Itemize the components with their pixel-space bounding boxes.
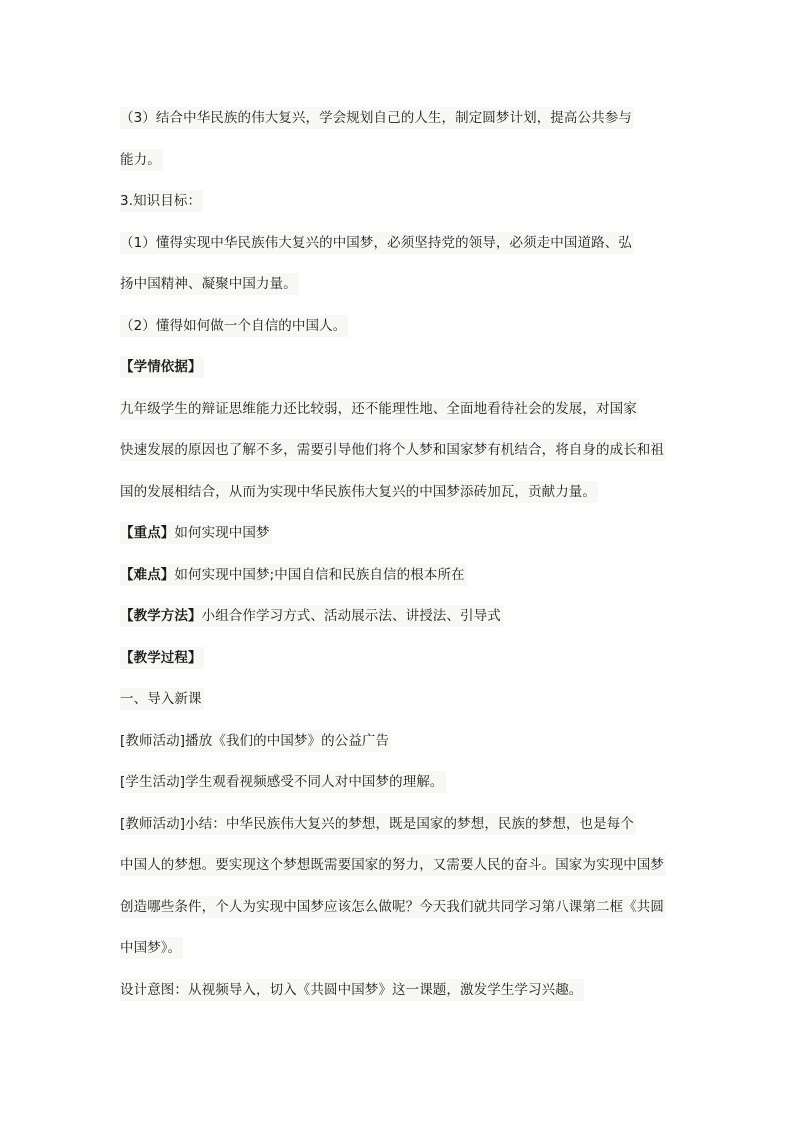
line-text: 3.知识目标： (120, 193, 202, 209)
line-text: 快速发展的原因也了解不多，需要引导他们将个人梦和国家梦有机结合，将自身的成长和祖 (120, 442, 664, 458)
section-heading (120, 564, 467, 586)
paragraph-line (120, 730, 391, 752)
paragraph-line (120, 398, 639, 420)
paragraph-line (120, 232, 634, 254)
line-label: 【难点】 (120, 567, 175, 583)
line-text: 小组合作学习方式、活动展示法、讲授法、引导式 (201, 608, 501, 624)
paragraph-line (120, 315, 348, 337)
line-text: [学生活动]学生观看视频感受不同人对中国梦的理解。 (120, 774, 444, 790)
section-heading (120, 356, 204, 378)
paragraph-line (120, 813, 636, 835)
paragraph-line (120, 854, 666, 876)
line-text: （1）懂得实现中华民族伟大复兴的中国梦，必须坚持党的领导，必须走中国道路、弘 (120, 235, 632, 251)
line-text: 如何实现中国梦;中国自信和民族自信的根本所在 (174, 567, 465, 583)
line-text: 设计意图：从视频导入，切入《共圆中国梦》这一课题，激发学生学习兴趣。 (120, 982, 583, 998)
paragraph-line (120, 107, 634, 129)
line-label: 【教学方法】 (120, 608, 202, 624)
paragraph-line (120, 149, 163, 171)
line-label: 【学情依据】 (120, 359, 202, 375)
paragraph-line (120, 979, 584, 1001)
line-label: 【教学过程】 (120, 650, 202, 666)
line-text: [教师活动]小结：中华民族伟大复兴的梦想，既是国家的梦想，民族的梦想，也是每个 (120, 816, 634, 832)
line-text: （3）结合中华民族的伟大复兴，学会规划自己的人生，制定圆梦计划，提高公共参与 (120, 110, 632, 126)
line-text: 如何实现中国梦 (174, 525, 270, 541)
line-text: 国的发展相结合，从而为实现中华民族伟大复兴的中国梦添砖加瓦，贡献力量。 (120, 484, 596, 500)
line-text: 一、导入新课 (120, 691, 202, 707)
paragraph-line (120, 771, 446, 793)
section-heading (120, 647, 204, 669)
line-text: 中国人的梦想。要实现这个梦想既需要国家的努力，又需要人民的奋斗。国家为实现中国梦 (120, 857, 664, 873)
line-text: （2）懂得如何做一个自信的中国人。 (120, 318, 347, 334)
paragraph-line (120, 688, 204, 710)
line-text: 能力。 (120, 152, 161, 168)
line-text: 中国梦》。 (120, 940, 182, 956)
section-heading (120, 522, 272, 544)
section-heading (120, 605, 503, 627)
paragraph-line (120, 896, 666, 918)
section-heading (120, 190, 203, 212)
line-text: 九年级学生的辩证思维能力还比较弱，还不能理性地、全面地看待社会的发展，对国家 (120, 401, 637, 417)
paragraph-line (120, 937, 183, 959)
line-text: 扬中国精神、凝聚中国力量。 (120, 276, 297, 292)
paragraph-line (120, 439, 666, 461)
line-text: 创造哪些条件，个人为实现中国梦应该怎么做呢？今天我们就共同学习第八课第二框《共圆 (120, 899, 664, 915)
paragraph-line (120, 481, 598, 503)
paragraph-line (120, 273, 299, 295)
line-text: [教师活动]播放《我们的中国梦》的公益广告 (120, 733, 390, 749)
line-label: 【重点】 (120, 525, 175, 541)
